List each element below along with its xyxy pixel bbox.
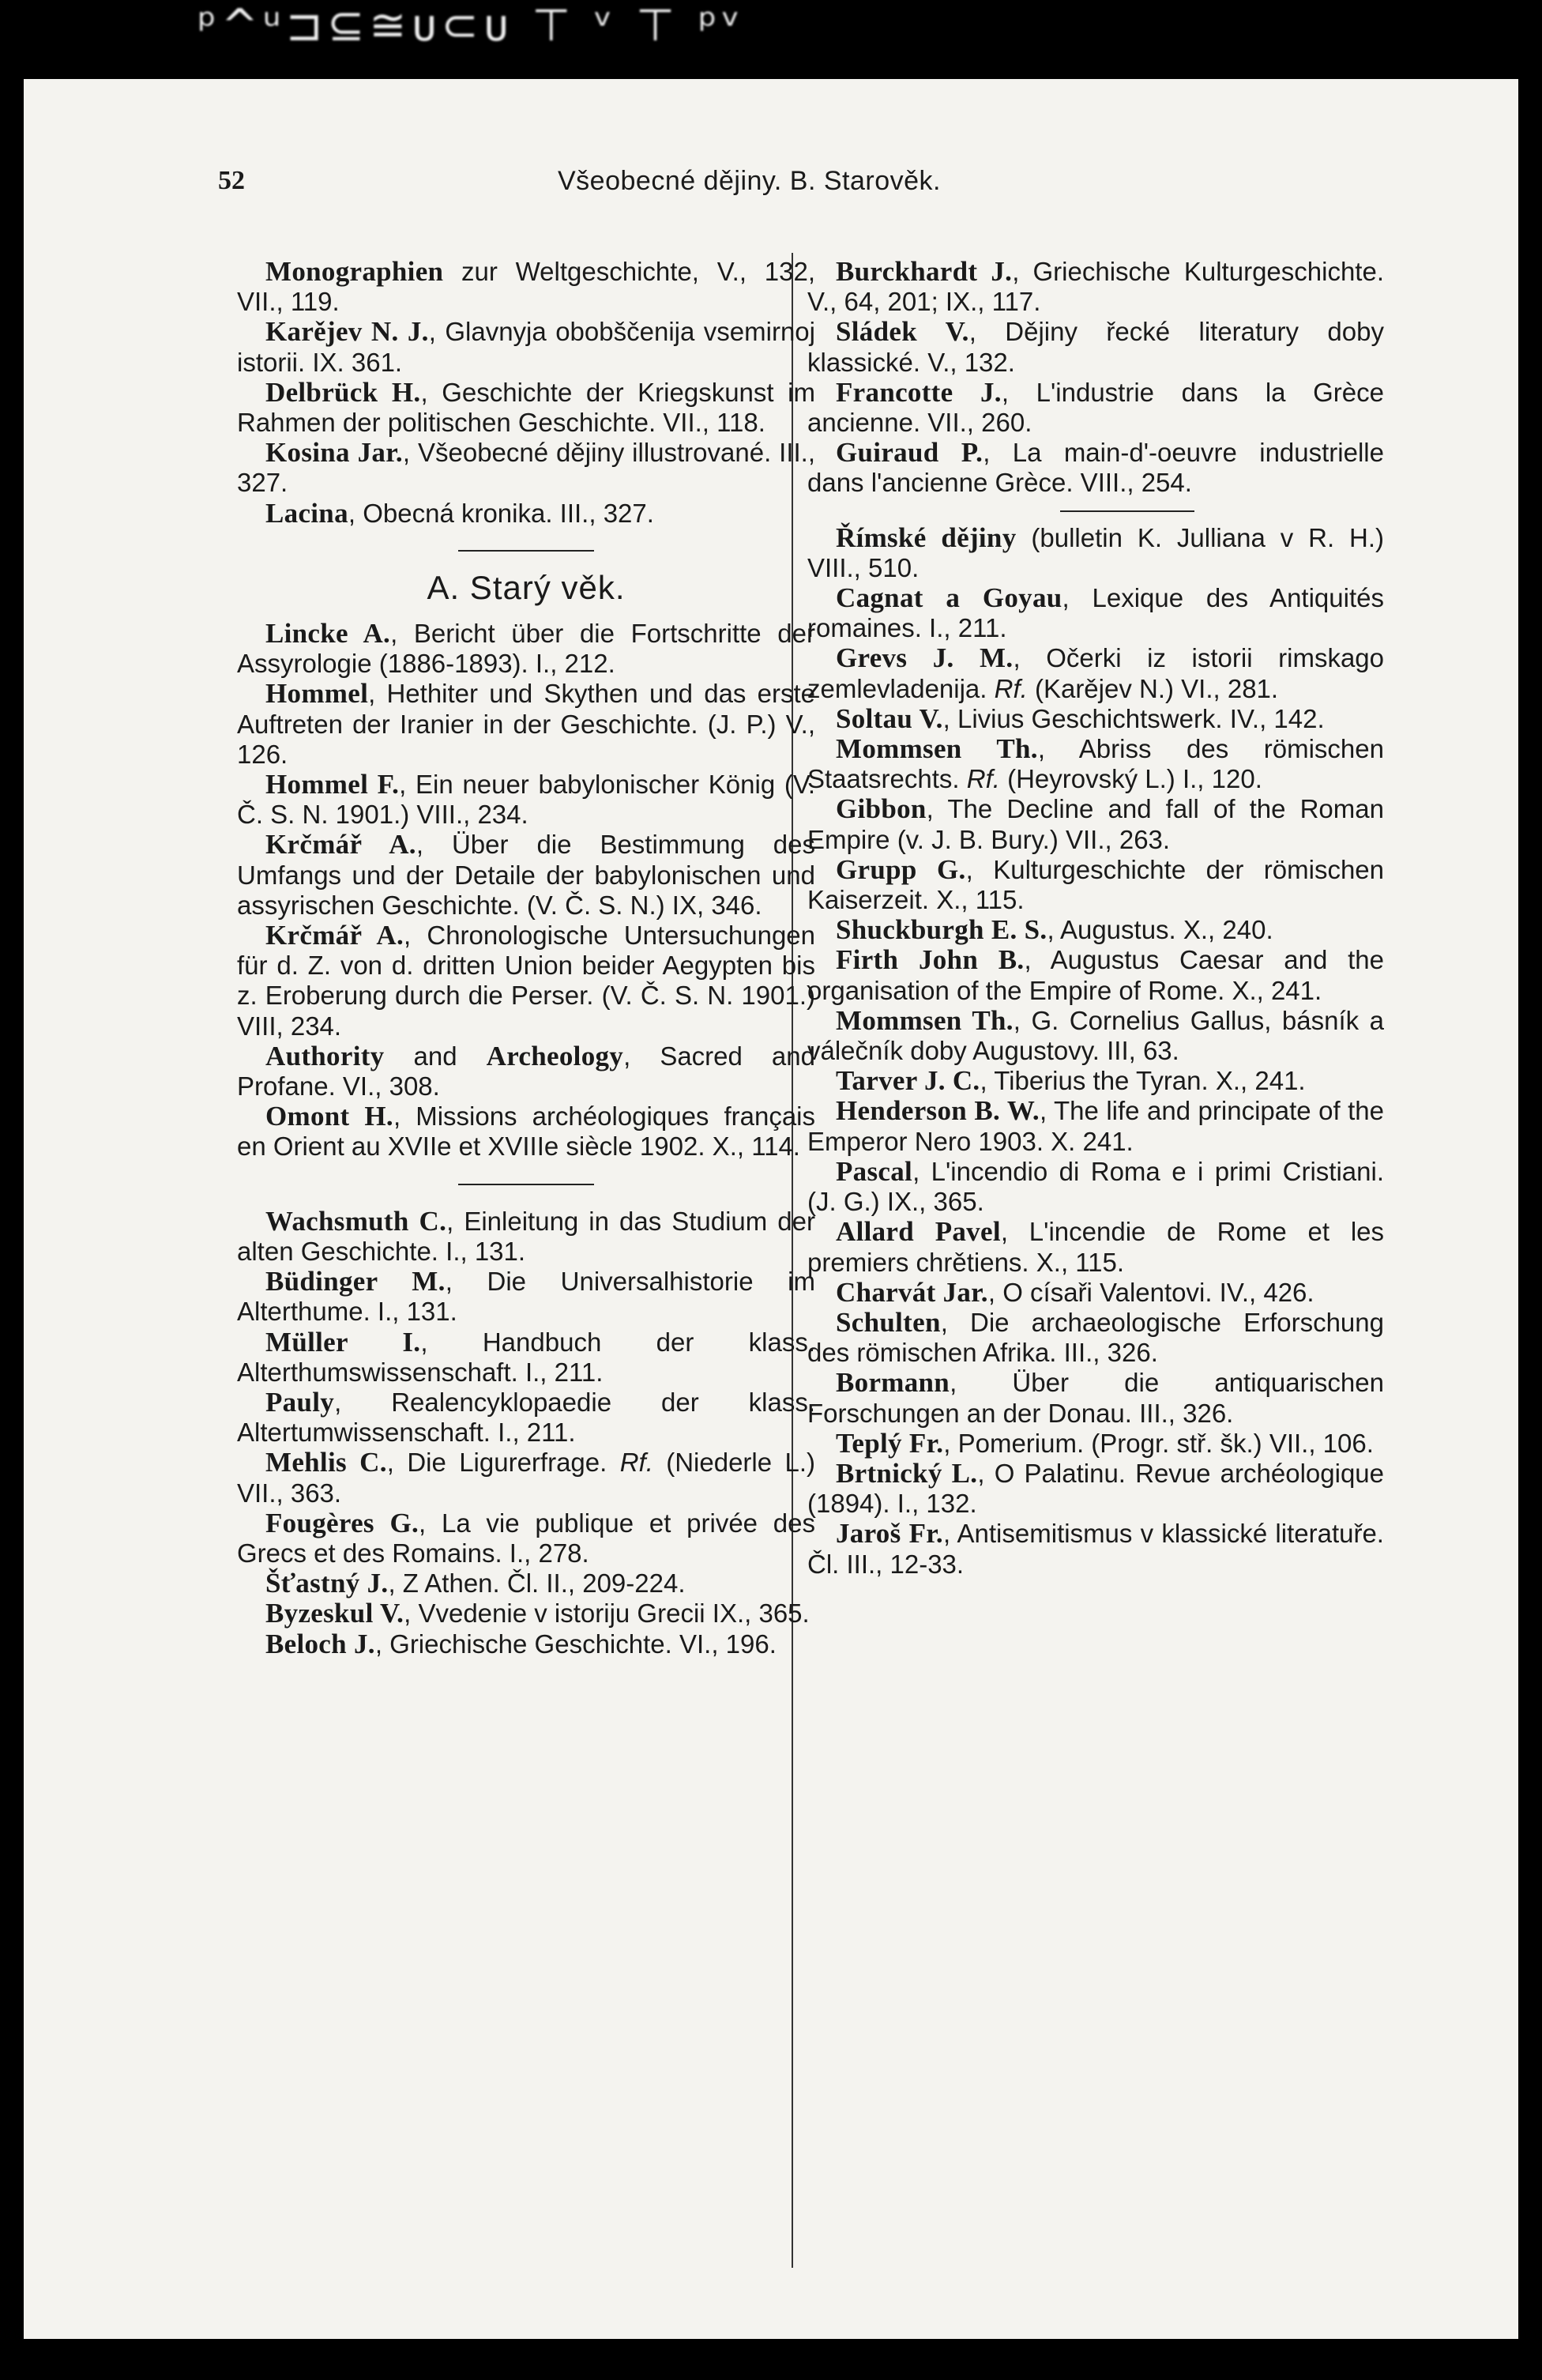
bibliography-entry: [807, 945, 1384, 1005]
entry-text: , G. Cornelius Gallus, básník a válečník doby Augustovy. III, 63.: [807, 1005, 1384, 1066]
entry-text: , Hethiter und Skythen und das erste Auftreten der Iranier in der Geschichte. (J. P.) V., 126.: [237, 679, 815, 769]
entry-text: , Ein neuer babylonischer König (V. Č. S. N. 1901.) VIII., 234.: [237, 770, 815, 830]
section-separator: [458, 1184, 594, 1185]
left-group-general: [237, 257, 815, 529]
bibliography-entry: [807, 1459, 1384, 1519]
entry-author: Lincke A.: [265, 618, 391, 650]
bibliography-entry: [237, 679, 815, 770]
bibliography-entry: [807, 704, 1384, 734]
left-group-classical: [237, 1207, 815, 1659]
entry-author: Brtnický L.: [836, 1457, 978, 1489]
entry-author: Tarver J. C.: [836, 1065, 980, 1097]
bibliography-entry: [807, 794, 1384, 854]
entry-text: , Očerki iz istorii rimskago zemlevladenija.: [807, 643, 1384, 703]
entry-author: Karějev N. J.: [265, 316, 429, 348]
bibliography-entry: [237, 1629, 815, 1659]
entry-author: Krčmář A.: [265, 920, 404, 951]
page-number: 52: [218, 166, 245, 195]
entry-text: , Griechische Kulturgeschichte. V., 64, 201; IX., 117.: [807, 257, 1384, 317]
entry-author: Pascal: [836, 1155, 913, 1187]
bibliography-entry: [237, 1267, 815, 1327]
entry-author: Římské dějiny: [836, 522, 1017, 553]
entry-text: , Handbuch der klass. Alterthumswissenschaft. I., 211.: [237, 1327, 815, 1387]
entry-author: Lacina: [265, 497, 348, 529]
bibliography-entry: [807, 1217, 1384, 1277]
bibliography-entry: [807, 734, 1384, 794]
entry-author: Hommel: [265, 678, 369, 710]
entry-text: , Griechische Geschichte. VI., 196.: [374, 1629, 777, 1659]
bibliography-entry: [237, 438, 815, 498]
entry-text: , Livius Geschichtswerk. IV., 142.: [942, 703, 1325, 733]
entry-author: Teplý Fr.: [836, 1427, 944, 1459]
bibliography-entry: [807, 915, 1384, 945]
entry-text: , Všeobecné dějiny illustrované. III., 327.: [237, 438, 816, 498]
bibliography-entry: [237, 921, 815, 1041]
entry-author: Mommsen Th.: [836, 1004, 1014, 1036]
entry-author: Allard Pavel: [836, 1216, 1001, 1248]
bibliography-entry: [237, 1327, 815, 1388]
bibliography-entry: [237, 619, 815, 679]
bibliography-entry: [237, 1207, 815, 1267]
right-column: [807, 257, 1384, 1580]
bibliography-entry: [807, 1519, 1384, 1579]
entry-author: Shuckburgh E. S.: [836, 914, 1047, 946]
entry-author: Fougères G.: [265, 1507, 419, 1538]
entry-text: , Bericht über die Fortschritte der Assyrologie (1886-1893). I., 212.: [237, 619, 815, 679]
entry-text: (Heyrovský L.) I., 120.: [999, 764, 1262, 794]
entry-text: , Tiberius the Tyran. X., 241.: [980, 1066, 1306, 1096]
running-head-title: Všeobecné dějiny. B. Starověk.: [558, 166, 941, 196]
right-group-roman: [807, 523, 1384, 1580]
entry-text: , Über die Bestimmung des Umfangs und der Detaile der babylonischen und assyrischen Geschichte. (V. Č. S. N.) IX, 346.: [237, 830, 816, 920]
entry-author: Beloch J.: [265, 1628, 375, 1659]
entry-text: , O císaři Valentovi. IV., 426.: [987, 1277, 1314, 1307]
entry-author: Soltau V.: [836, 702, 943, 734]
entry-text: , The life and principate of the Emperor Nero 1903. X. 241.: [807, 1096, 1384, 1156]
bibliography-entry: [237, 1041, 815, 1102]
entry-author: Kosina Jar.: [265, 437, 403, 469]
bibliography-entry: [807, 1006, 1384, 1066]
entry-text: , Lexique des Antiquités romaines. I., 211.: [807, 583, 1384, 643]
entry-author: Hommel F.: [265, 769, 400, 800]
bibliography-entry: [237, 1508, 815, 1568]
bibliography-entry: [807, 317, 1384, 377]
entry-text: (Niederle L.) VII., 363.: [237, 1448, 815, 1508]
bibliography-entry: [237, 499, 815, 529]
entry-text: , L'incendie de Rome et les premiers chrětiens. X., 115.: [807, 1217, 1384, 1277]
entry-author: Grevs J. M.: [836, 642, 1014, 674]
entry-author: Cagnat a Goyau: [836, 582, 1062, 614]
entry-text: , Dějiny řecké literatury doby klassické. V., 132.: [807, 317, 1384, 377]
entry-text: , Pomerium. (Progr. stř. šk.) VII., 106.: [943, 1428, 1374, 1458]
section-heading: A. Starý věk.: [427, 568, 626, 606]
bibliography-entry: [807, 1066, 1384, 1096]
bibliography-entry: [807, 1278, 1384, 1308]
section-separator: [1060, 510, 1194, 512]
entry-author: Wachsmuth C.: [265, 1205, 447, 1237]
bibliography-entry: [237, 378, 815, 438]
entry-text: , Glavnyja obobščenija vsemirnoj istorii. IX. 361.: [237, 317, 815, 377]
entry-author: Sládek V.: [836, 316, 969, 348]
bibliography-entry: [237, 1102, 815, 1162]
entry-author: Šťastný J.: [265, 1568, 389, 1599]
entry-text: , Obecná kronika. III., 327.: [348, 498, 654, 528]
entry-text: , La vie publique et privée des Grecs et des Romains. I., 278.: [237, 1508, 815, 1568]
entry-author: Burckhardt J.: [836, 256, 1013, 287]
entry-text: (Karějev N.) VI., 281.: [1027, 673, 1279, 703]
entry-text: , Über die antiquarischen Forschungen an der Donau. III., 326.: [807, 1368, 1384, 1428]
bibliography-entry: [807, 1157, 1384, 1217]
entry-text: , Abriss des römischen Staatsrechts.: [807, 734, 1384, 794]
bibliography-entry: [807, 257, 1384, 317]
entry-text: , O Palatinu. Revue archéologique (1894). I., 132.: [807, 1458, 1385, 1519]
entry-author: Mommsen Th.: [836, 733, 1038, 765]
entry-text: , Kulturgeschichte der römischen Kaiserzeit. X., 115.: [807, 854, 1385, 915]
entry-text: , Die archaeologische Erforschung des römischen Afrika. III., 326.: [807, 1307, 1384, 1368]
left-group-ancient-east: [237, 619, 815, 1162]
entry-text: zur Weltgeschichte, V., 132, VII., 119.: [237, 257, 815, 317]
entry-text: , Antisemitismus v klassické literatuře. Čl. III., 12-33.: [807, 1519, 1384, 1579]
entry-review-mark: Rf.: [619, 1448, 653, 1478]
scan-edge-bleed-text: ᵖ^ᵘ⊐⊆≅ᴜ⊂ᴜ ⊤ ᵛ ⊤ ᵖᵛ: [197, 0, 746, 51]
bibliography-entry: [237, 1568, 815, 1599]
entry-text: , Chronologische Untersuchungen für d. Z. von d. dritten Union beider Aegypten bis z. Eroberung durch die Perser. (V. Č. S. N. 1901.) VIII, 234.: [237, 921, 816, 1041]
entry-author: Pauly: [265, 1386, 335, 1418]
entry-author: Bormann: [836, 1367, 950, 1399]
entry-text: , Einleitung in das Studium der alten Geschichte. I., 131.: [237, 1206, 815, 1266]
bibliography-entry: [807, 523, 1384, 583]
entry-text: , La main-d'-oeuvre industrielle dans l'ancienne Grèce. VIII., 254.: [807, 438, 1384, 498]
entry-author: Byzeskul V.: [265, 1598, 404, 1629]
entry-author: Monographien: [265, 256, 444, 287]
entry-text: , Sacred and Profane. VI., 308.: [237, 1041, 815, 1102]
entry-author: Jaroš Fr.: [836, 1518, 943, 1550]
entry-text: , L'incendio di Roma e i primi Cristiani. (J. G.) IX., 365.: [807, 1156, 1384, 1217]
entry-author: Gibbon: [836, 793, 927, 825]
bibliography-entry: [807, 1308, 1384, 1368]
entry-author: Krčmář A.: [265, 829, 416, 860]
section-separator: [458, 550, 594, 552]
bibliography-entry: [237, 1388, 815, 1448]
entry-text: , Z Athen. Čl. II., 209-224.: [388, 1568, 686, 1599]
bibliography-entry: [807, 643, 1384, 703]
bibliography-entry: [807, 1429, 1384, 1459]
bibliography-entry: [807, 378, 1384, 438]
bibliography-entry: [237, 830, 815, 921]
right-group-greek: [807, 257, 1384, 499]
entry-author: Charvát Jar.: [836, 1276, 988, 1308]
entry-author: Firth John B.: [836, 944, 1025, 976]
entry-author: Omont H.: [265, 1101, 393, 1132]
bibliography-entry: [807, 1368, 1384, 1428]
entry-text: , Vvedenie v istoriju Grecii IX., 365.: [404, 1599, 810, 1629]
entry-text: , Die Universalhistorie im Alterthume. I., 131.: [237, 1267, 815, 1327]
bibliography-entry: [807, 583, 1384, 643]
left-column: [237, 257, 815, 1659]
entry-text: , Augustus Caesar and the organisation of the Empire of Rome. X., 241.: [807, 945, 1384, 1005]
bibliography-entry: [237, 317, 815, 377]
entry-connector: and: [384, 1041, 487, 1071]
entry-review-mark: Rf.: [966, 764, 1000, 794]
entry-review-mark: Rf.: [994, 673, 1028, 703]
entry-author: Mehlis C.: [265, 1447, 387, 1478]
entry-text: (bulletin K. Julliana v R. H.) VIII., 510.: [807, 522, 1384, 582]
entry-author: Schulten: [836, 1306, 941, 1338]
running-head: [218, 166, 1229, 213]
entry-author: Henderson B. W.: [836, 1095, 1040, 1127]
entry-author: Authority: [265, 1040, 385, 1071]
entry-text: , Realencyklopaedie der klass. Altertumwissenschaft. I., 211.: [237, 1387, 815, 1448]
bibliography-entry: [237, 770, 815, 830]
bibliography-entry: [807, 1096, 1384, 1156]
entry-text: , Augustus. X., 240.: [1047, 915, 1273, 945]
scan-top-edge: [0, 0, 1542, 79]
entry-author: Grupp G.: [836, 853, 966, 885]
entry-author: Guiraud P.: [836, 437, 983, 469]
entry-text: , Missions archéologiques français en Orient au XVIIe et XVIIIe siècle 1902. X., 114.: [237, 1102, 815, 1162]
entry-author: Büdinger M.: [265, 1266, 446, 1297]
entry-text: , The Decline and fall of the Roman Empire (v. J. B. Bury.) VII., 263.: [807, 794, 1384, 854]
bibliography-entry: [237, 1448, 815, 1508]
bibliography-entry: [807, 855, 1384, 915]
entry-author: Müller I.: [265, 1326, 421, 1358]
bibliography-entry: [807, 438, 1384, 498]
entry-text: , Die Ligurerfrage.: [386, 1448, 620, 1478]
entry-author: Francotte J.: [836, 376, 1002, 408]
entry-text: , Geschichte der Kriegskunst im Rahmen der politischen Geschichte. VII., 118.: [237, 377, 815, 438]
bibliography-entry: [237, 1599, 815, 1629]
entry-author: Delbrück H.: [265, 376, 421, 408]
entry-author: Archeology: [486, 1040, 624, 1071]
entry-text: , L'industrie dans la Grèce ancienne. VII., 260.: [807, 377, 1385, 438]
bibliography-entry: [237, 257, 815, 317]
